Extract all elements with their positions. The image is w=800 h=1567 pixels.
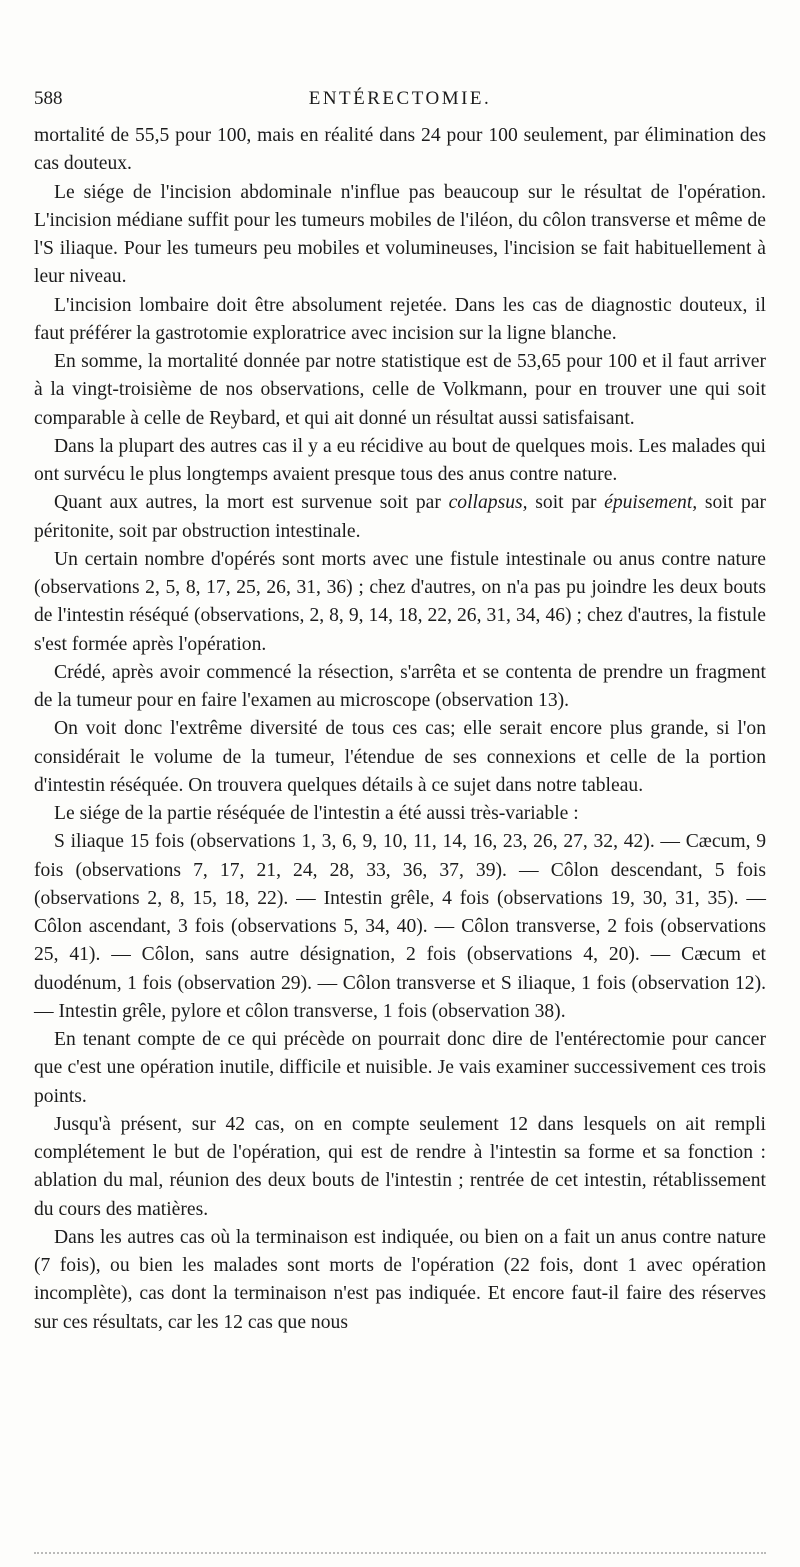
paragraph-continued: mortalité de 55,5 pour 100, mais en réalité dans 24 pour 100 seulement, par élimination des cas douteux. [34,125,766,175]
paragraph: Jusqu'à présent, sur 42 cas, on en compte seulement 12 dans lesquels on ait rempli complétement le but de l'opération, qui est de rendre à l'intestin sa forme et sa fonction : ablation du mal, réunion des deux bouts de l'intestin ; rentrée de cet intestin, rétablissement du cours des matières. [34,1113,766,1220]
paragraph-text: soit par péritonite, soit par obstruction intestinale. [34,492,767,542]
paragraph-text: Quant aux autres, la mort est survenue soit par [54,492,449,514]
paragraph: S iliaque 15 fois (observations 1, 3, 6, 9, 10, 11, 14, 16, 23, 26, 27, 32, 42). — Cæcum, 9 fois (observations 7, 17, 21, 24, 28, 33, 36, 37, 39). — Côlon descendant, 5 fois (observations 2, 8, 15, 18, 22). — Intestin grêle, 4 fois (observations 19, 30, 31, 35). — Côlon ascendant, 3 fois (observations 5, 34, 40). — Côlon transverse, 2 fois (observations 25, 41). — Côlon, sans autre désignation, 2 fois (observations 4, 20). — Cæcum et duodénum, 1 fois (observation 29). — Côlon transverse et S iliaque, 1 fois (observation 12). — Intestin grêle, pylore et côlon transverse, 1 fois (observation 38). [34,831,766,1022]
paragraph: Crédé, après avoir commencé la résection, s'arrêta et se contenta de prendre un fragment de la tumeur pour en faire l'examen au microscope (observation 13). [34,661,766,711]
body-text [34,122,766,1337]
paragraph: Dans la plupart des autres cas il y a eu récidive au bout de quelques mois. Les malades qui ont survécu le plus longtemps avaient presque tous des anus contre nature. [34,435,766,485]
italic-term: épuisement, [604,492,698,514]
paragraph: Dans les autres cas où la terminaison est indiquée, ou bien on a fait un anus contre nature (7 fois), ou bien les malades sont morts de l'opération (22 fois, dont 1 avec opération incomplète), cas dont la terminaison n'est pas indiquée. Et encore faut-il faire des réserves sur ces résultats, car les 12 cas que nous [34,1226,766,1333]
page-number: 588 [34,88,63,109]
paragraph [34,489,766,546]
running-title: ENTÉRECTOMIE. [308,88,492,109]
paragraph: Un certain nombre d'opérés sont morts avec une fistule intestinale ou anus contre nature (observations 2, 5, 8, 17, 25, 26, 31, 36) ; chez d'autres, on n'a pas pu joindre les deux bouts de l'intestin réséqué (observations, 2, 8, 9, 14, 18, 22, 26, 31, 34, 46) ; chez d'autres, la fistule s'est formée après l'opération. [34,548,766,655]
paragraph-text: soit par [527,492,605,514]
page-header [34,88,766,116]
paragraph: En somme, la mortalité donnée par notre statistique est de 53,65 pour 100 et il faut arriver à la vingt-troisième de nos observations, celle de Volkmann, pour en trouver une qui soit comparable à celle de Reybard, et qui ait donné un résultat aussi satisfaisant. [34,351,766,429]
paragraph: On voit donc l'extrême diversité de tous ces cas; elle serait encore plus grande, si l'on considérait le volume de la tumeur, l'étendue de ses connexions et celle de la portion d'intestin réséquée. On trouvera quelques détails à ce sujet dans notre tableau. [34,718,766,796]
paragraph: Le siége de la partie réséquée de l'intestin a été aussi très-variable : [54,803,579,824]
paragraph: En tenant compte de ce qui précède on pourrait donc dire de l'entérectomie pour cancer que c'est une opération inutile, difficile et nuisible. Je vais examiner successivement ces trois points. [34,1029,766,1107]
italic-term: collapsus, [448,492,528,514]
paragraph: L'incision lombaire doit être absolument rejetée. Dans les cas de diagnostic douteux, il faut préférer la gastrotomie exploratrice avec incision sur la ligne blanche. [34,294,766,344]
paragraph: Le siége de l'incision abdominale n'influe pas beaucoup sur le résultat de l'opération. L'incision médiane suffit pour les tumeurs mobiles de l'iléon, du côlon transverse et même de l'S iliaque. Pour les tumeurs peu mobiles et volumineuses, l'incision se fait habituellement à leur niveau. [34,181,766,288]
bottom-dotted-rule [34,1552,766,1556]
